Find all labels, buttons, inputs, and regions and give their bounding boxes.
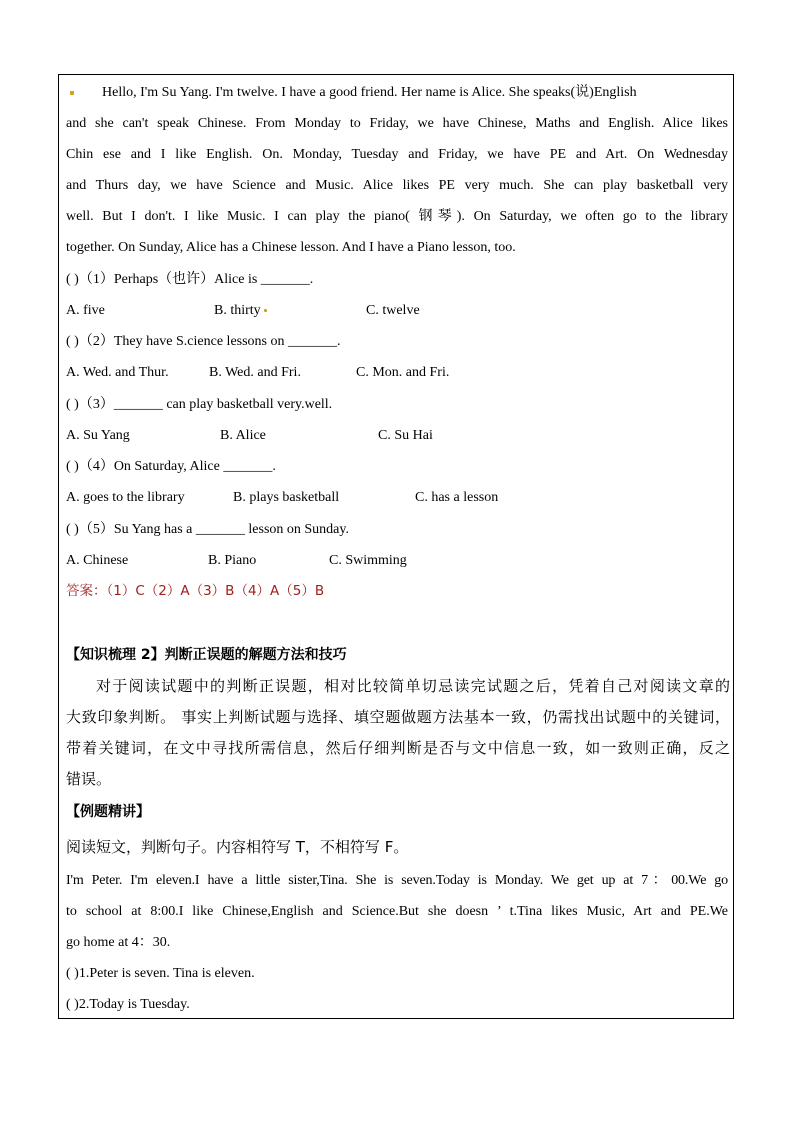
example-heading: 【例题精讲】	[66, 804, 150, 820]
answer-key: 答案：（1）C（2）A（3）B（4）A（5）B	[66, 583, 325, 599]
section-heading: 【知识梳理 2】判断正误题的解题方法和技巧	[66, 647, 347, 663]
passage-1-line-5: well. But I don't. I like Music. I can play the piano( 钢琴). On Saturday, we often go to the library	[66, 209, 728, 224]
passage-1-line-6: together. On Sunday, Alice has a Chinese lesson. And I have a Piano lesson, too.	[66, 240, 516, 255]
section-body-line-3: 带着关键词，在文中寻找所需信息，然后仔细判断是否与文中信息一致，如一致则正确，反之	[66, 739, 730, 757]
option-a: A. Wed. and Thur.	[66, 365, 169, 380]
passage-2-line-3: go home at 4：30.	[66, 935, 171, 950]
option-a: A. Su Yang	[66, 428, 130, 443]
question-stem: ( )（4）On Saturday, Alice _______.	[66, 459, 276, 474]
option-b: B. Wed. and Fri.	[209, 365, 301, 380]
passage-2-line-2: to school at 8:00.I like Chinese,English and Science.But she doesn ’ t.Tina likes Music, Art and PE.We	[66, 904, 728, 919]
option-c: C. Mon. and Fri.	[356, 365, 450, 380]
marker-dot-icon	[70, 91, 74, 95]
question-stem: ( )（5）Su Yang has a _______ lesson on Sunday.	[66, 522, 349, 537]
true-false-question: ( )1.Peter is seven. Tina is eleven.	[66, 966, 255, 981]
question-stem: ( )（2）They have S.cience lessons on _______.	[66, 334, 341, 349]
option-c: C. Su Hai	[378, 428, 433, 443]
question-stem: ( )（1）Perhaps（也许）Alice is _______.	[66, 272, 314, 287]
option-a: A. Chinese	[66, 553, 129, 568]
section-body-line-2: 大致印象判断。 事实上判断试题与选择、填空题做题方法基本一致，仍需找出试题中的关键词，	[66, 708, 730, 726]
passage-2-line-1: I'm Peter. I'm eleven.I have a little sister,Tina. She is seven.Today is Monday. We get up at 7：00.We go	[66, 873, 728, 888]
option-c: C. twelve	[366, 303, 420, 318]
passage-1-line-3: Chin ese and I like English. On. Monday, Tuesday and Friday, we have PE and Art. On Wednesday	[66, 147, 728, 162]
option-c: C. Swimming	[329, 553, 407, 568]
option-a: A. goes to the library	[66, 490, 185, 505]
option-b: B. Piano	[208, 553, 257, 568]
option-b: B. thirty	[214, 301, 267, 321]
instruction-text: 阅读短文，判断句子。内容相符写 T，不相符写 F。	[66, 838, 409, 856]
section-body-line-4: 错误。	[66, 770, 112, 788]
passage-1-line-2: and she can't speak Chinese. From Monday to Friday, we have Chinese, Maths and English. Alice likes	[66, 116, 728, 131]
true-false-question: ( )2.Today is Tuesday.	[66, 997, 190, 1012]
option-c: C. has a lesson	[415, 490, 499, 505]
passage-1-line-1: Hello, I'm Su Yang. I'm twelve. I have a good friend. Her name is Alice. She speaks(说)English	[66, 83, 728, 103]
marker-dot-icon	[264, 309, 267, 312]
passage-1-line-4: and Thurs day, we have Science and Music. Alice likes PE very much. She can play basketball very	[66, 178, 728, 193]
section-body-line-1: 对于阅读试题中的判断正误题，相对比较简单切忌读完试题之后，凭着自己对阅读文章的	[96, 677, 730, 695]
question-stem: ( )（3）_______ can play basketball very.well.	[66, 397, 333, 412]
option-b: B. plays basketball	[233, 490, 340, 505]
option-b: B. Alice	[220, 428, 266, 443]
option-a: A. five	[66, 303, 105, 318]
